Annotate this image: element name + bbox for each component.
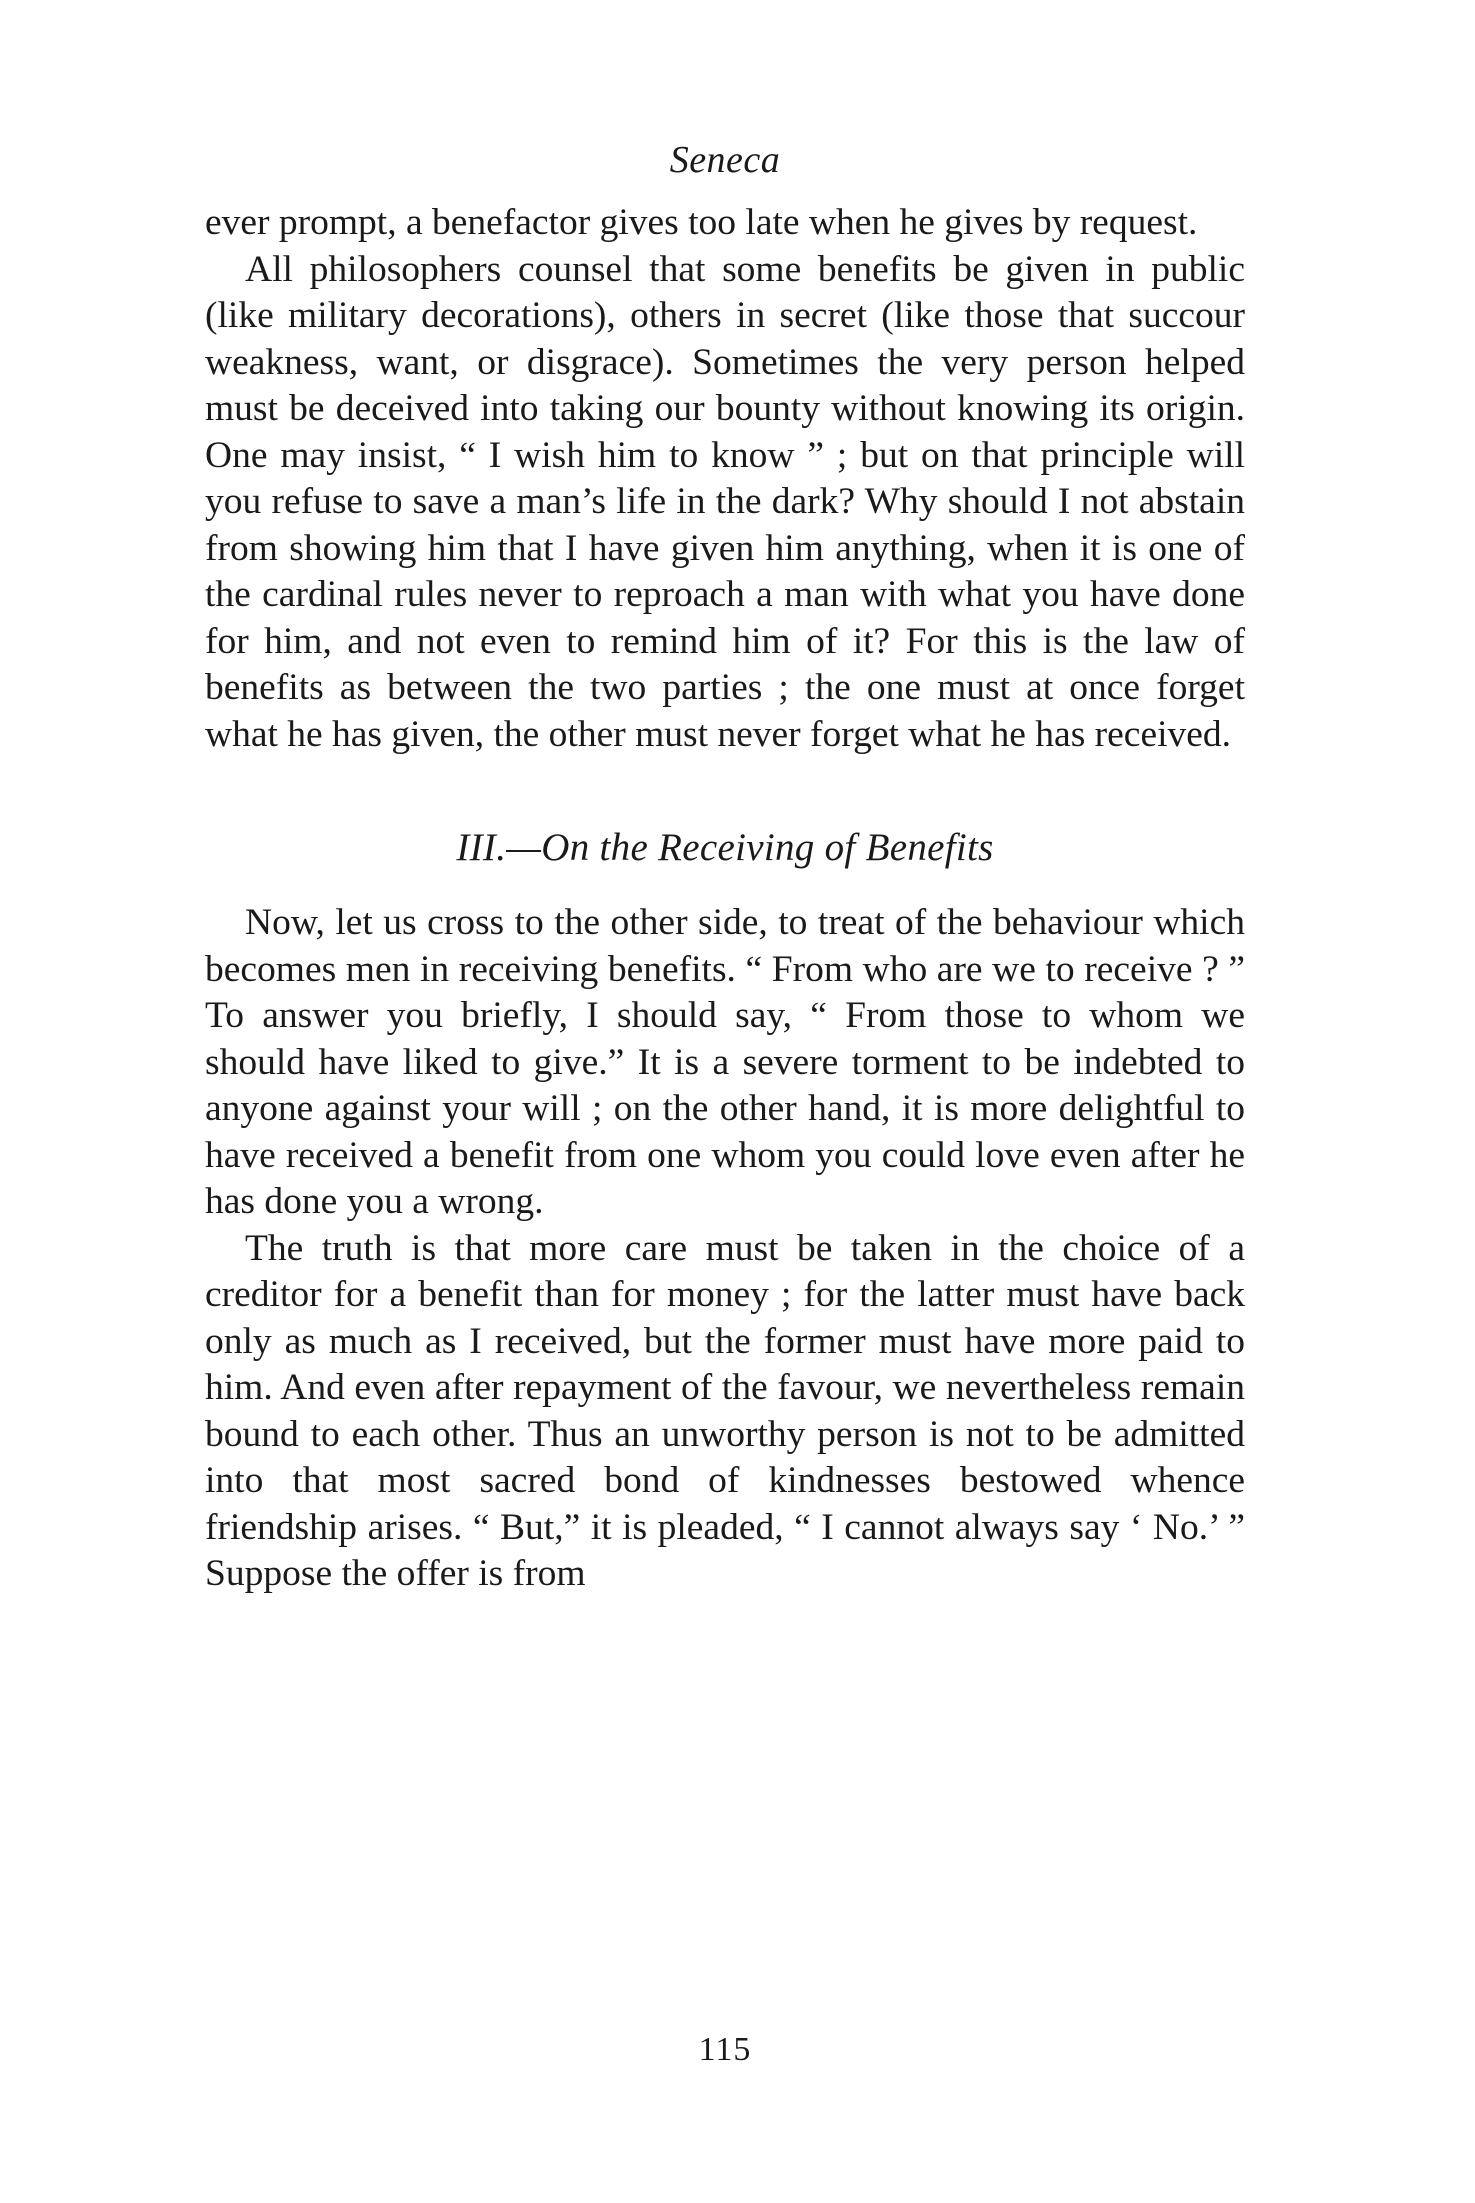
paragraph-receiving: Now, let us cross to the other side, to treat of the behaviour which becomes men in receiving benefits. “ From who are we to receive ? ” To answer you briefly, I should say, “ From those to whom we should have liked to give.” It is a severe torment to be indebted to anyone against your will ; on the other hand, it is more delightful to have received a benefit from one whom you could love even after he has done you a wrong. [205, 902, 1245, 1222]
paragraph-creditor: The truth is that more care must be taken in the choice of a creditor for a benefit than for money ; for the latter must have back only as much as I received, but the former must have more paid to him. And even after repayment of the favour, we nevertheless remain bound to each other. Thus an unworthy person is not to be admitted into that most sacred bond of kindnesses bestowed whence friendship arises. “ But,” it is pleaded, “ I cannot always say ‘ No.’ ” Suppose the offer is from [205, 1227, 1245, 1594]
page-number: 115 [698, 2031, 752, 2068]
paragraph-philosophers: All philosophers counsel that some benefits be given in public (like military decorations), others in secret (like those that succour weakness, want, or disgrace). Sometimes the very person helped must be deceived into taking our bounty without knowing its origin. One may insist, “ I wish him to know ” ; but on that principle will you refuse to save a man’s life in the dark? Why should I not abstain from showing him that I have given him anything, when it is one of the cardinal rules never to reproach a man with what you have done for him, and not even to remind him of it? For this is the law of benefits as between the two parties ; the one must at once forget what he has given, the other must never forget what he has received. [205, 248, 1245, 755]
section-heading: III.—On the Receiving of Benefits [456, 826, 994, 869]
running-head: Seneca [669, 139, 781, 181]
book-page [205, 140, 1245, 1598]
paragraph-continued: ever prompt, a benefactor gives too late when he gives by request. [205, 202, 1198, 243]
